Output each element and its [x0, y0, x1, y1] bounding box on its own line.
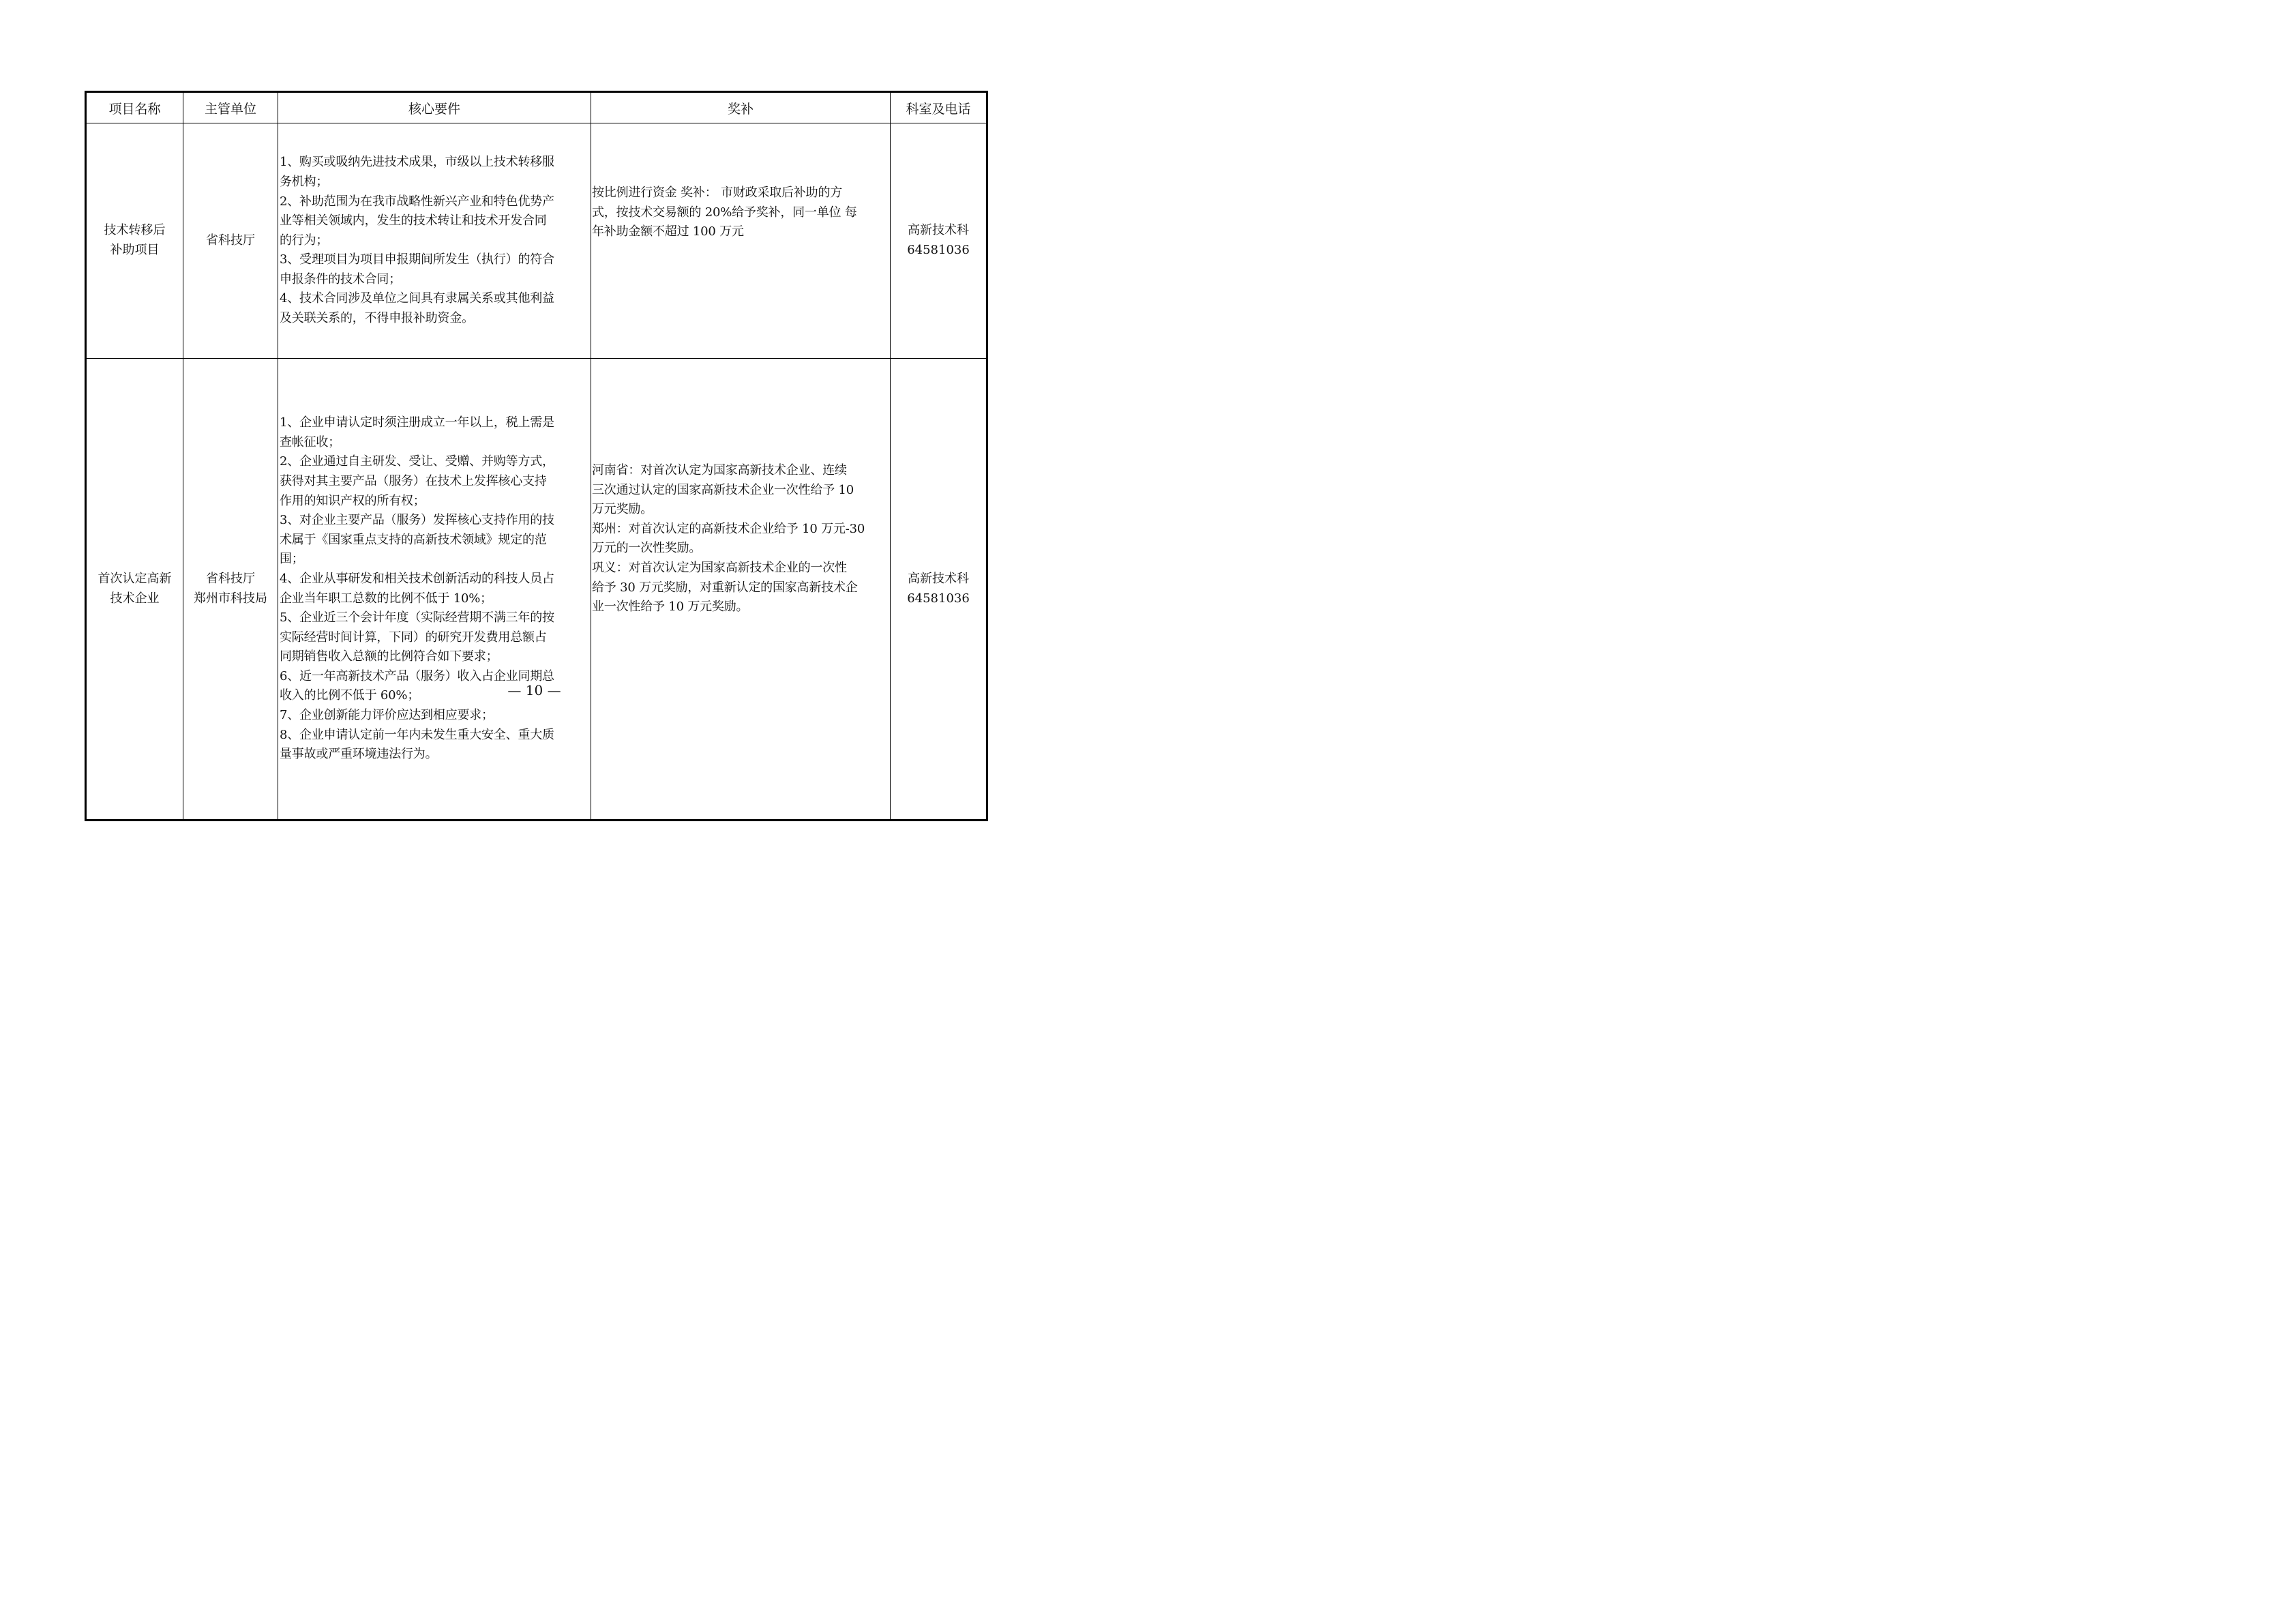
requirement-line: 务机构； [280, 174, 329, 189]
requirement-line: 3、受理项目为项目申报期间所发生（执行）的符合 [280, 252, 554, 267]
requirement-line: 3、对企业主要产品（服务）发挥核心支持作用的技 [280, 513, 554, 528]
requirement-line: 作用的知识产权的所有权； [280, 493, 426, 508]
header-contact: 科室及电话 [891, 92, 987, 123]
requirements-cell [278, 359, 591, 821]
reward-line: 郑州：对首次认定的高新技术企业给予 10 万元-30 [592, 521, 865, 536]
contact-cell [891, 123, 987, 359]
contact-office: 高新技术科 [908, 223, 969, 238]
reward-line: 年补助金额不超过 100 万元 [592, 224, 744, 239]
requirements-cell [278, 123, 591, 359]
contact-phone: 64581036 [907, 591, 970, 606]
requirement-line: 6、近一年高新技术产品（服务）收入占企业同期总 [280, 668, 554, 683]
project-name-line: 技术转移后 [104, 223, 166, 238]
table-row [86, 359, 987, 821]
reward-line: 式，按技术交易额的 20%给予奖补，同一单位 每 [592, 205, 857, 220]
contact-cell [891, 359, 987, 821]
page-number: — 10 — [507, 682, 561, 698]
reward-cell [591, 123, 891, 359]
project-name-line: 补助项目 [110, 243, 160, 257]
requirement-line: 收入的比例不低于 60%； [280, 688, 420, 703]
reward-line: 巩义：对首次认定为国家高新技术企业的一次性 [592, 560, 847, 575]
contact-office: 高新技术科 [908, 571, 969, 586]
reward-line: 万元奖励。 [592, 502, 653, 517]
requirement-line: 量事故或严重环境违法行为。 [280, 747, 438, 762]
requirement-line: 同期销售收入总额的比例符合如下要求； [280, 649, 498, 664]
reward-line: 万元的一次性奖励。 [592, 541, 702, 556]
department-line: 郑州市科技局 [194, 591, 267, 606]
department-cell [183, 359, 278, 821]
requirement-line: 8、企业申请认定前一年内未发生重大安全、重大质 [280, 727, 554, 742]
requirement-line: 4、企业从事研发和相关技术创新活动的科技人员占 [280, 571, 554, 586]
requirement-line: 1、企业申请认定时须注册成立一年以上，税上需是 [280, 415, 554, 430]
requirement-line: 1、购买或吸纳先进技术成果，市级以上技术转移服 [280, 155, 554, 170]
reward-line: 给予 30 万元奖励，对重新认定的国家高新技术企 [592, 580, 858, 595]
requirement-line: 及关联关系的，不得申报补助资金。 [280, 311, 474, 326]
reward-line: 按比例进行资金 奖补： 市财政采取后补助的方 [592, 186, 843, 200]
contact-phone: 64581036 [907, 243, 970, 257]
requirement-line: 获得对其主要产品（服务）在技术上发挥核心支持 [280, 473, 547, 488]
requirement-line: 围； [280, 552, 304, 567]
reward-line: 三次通过认定的国家高新技术企业一次性给予 10 [592, 482, 854, 497]
project-name-line: 首次认定高新 [98, 571, 172, 586]
header-department: 主管单位 [183, 92, 278, 123]
requirement-line: 实际经营时间计算，下同）的研究开发费用总额占 [280, 630, 547, 645]
project-name-cell [86, 359, 183, 821]
requirement-line: 7、企业创新能力评价应达到相应要求； [280, 708, 494, 723]
department-line: 省科技厅 [206, 571, 255, 586]
reward-line: 河南省：对首次认定为国家高新技术企业、连续 [592, 463, 847, 477]
requirement-line: 2、补助范围为在我市战略性新兴产业和特色优势产 [280, 194, 554, 209]
project-name-cell [86, 123, 183, 359]
reward-cell [591, 359, 891, 821]
requirement-line: 企业当年职工总数的比例不低于 10%； [280, 591, 492, 606]
requirement-line: 2、企业通过自主研发、受让、受赠、并购等方式， [280, 454, 554, 469]
requirement-line: 的行为； [280, 233, 329, 248]
policy-table [85, 91, 988, 821]
reward-line: 业一次性给予 10 万元奖励。 [592, 600, 749, 615]
requirement-line: 查帐征收； [280, 434, 340, 449]
header-requirements: 核心要件 [278, 92, 591, 123]
header-project-name: 项目名称 [86, 92, 183, 123]
header-reward: 奖补 [591, 92, 891, 123]
table-row [86, 123, 987, 359]
project-name-line: 技术企业 [110, 591, 160, 606]
requirement-line: 5、企业近三个会计年度（实际经营期不满三年的按 [280, 610, 554, 625]
requirement-line: 术属于《国家重点支持的高新技术领域》规定的范 [280, 532, 547, 547]
requirement-line: 业等相关领域内，发生的技术转让和技术开发合同 [280, 213, 547, 228]
requirement-line: 4、技术合同涉及单位之间具有隶属关系或其他利益 [280, 291, 554, 306]
department-cell [183, 123, 278, 359]
department-line: 省科技厅 [206, 233, 255, 248]
requirement-line: 申报条件的技术合同； [280, 271, 401, 286]
table-header-row [86, 92, 987, 123]
